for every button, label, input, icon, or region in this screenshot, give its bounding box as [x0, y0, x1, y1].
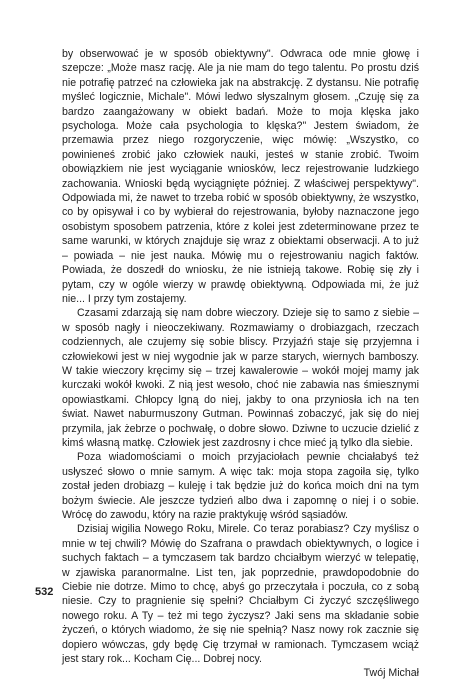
paragraph-3: Poza wiadomościami o moich przyjaciołach pewnie chciałabyś też usłyszeć słowo o mnie samym. A więc tak: moja stopa zagoiła się, tylko został jeden drobiazg – kuleję i tak będzie już do końca moich dni na tym bożym świecie. Ale jeszcze tydzień albo dwa i zapomnę o niej i o sobie. Wrócę do zawodu, który na razie praktykuję wśród sąsiadów.	[62, 451, 419, 521]
paragraph-1: by obserwować je w sposób obiektywny". Odwraca ode mnie głowę i szepcze: „Może masz rację. Ale ja nie mam do tego talentu. Po prostu dziś nie potrafię patrzeć na człowieka jak na abstrakcję. Z dystansu. Nie potrafię myśleć logicznie, Michale". Mówi ledwo słyszalnym głosem. „Czuję się za bardzo zaangażowany w obiekt badań. Może to moja klęska jako psychologa. Może cała psychologia to klęska?" Jestem świadom, że przemawia przez niego rozgoryczenie, więc mówię: „Wszystko, co powinieneś zrobić jako człowiek nauki, jesteś w stanie zrobić. Twoim obowiązkiem nie jest wyciąganie wniosków, lecz rejestrowanie ludzkiego zachowania. Wnioski będą wyciągnięte później. Z właściwej perspektywy". Odpowiada mi, że nawet to trzeba robić w sposób obiektywny, że wszystko, co by opisywał i co by wybierał do rejestrowania, byłoby naznaczone jego osobistym sposobem patrzenia, które z kolei jest zdeterminowane przez te same warunki, w których znajduje się wraz z obiektami obserwacji. A to już – powiada – nie jest nauka. Mówię mu o rejestrowaniu nagich faktów. Powiada, że doszedł do wniosku, że nie istnieją takowe. Robię się zły i pytam, czy w ogóle wierzy w prawdę obiektywną. Odpowiada mi, że już nie... I przy tym zostajemy.	[62, 48, 419, 305]
paragraph-4: Dzisiaj wigilia Nowego Roku, Mirele. Co teraz porabiasz? Czy myślisz o mnie w tej chwili? Mówię do Szafrana o prawdach obiektywnych, o logice i suchych faktach – a tymczasem tak bardzo chciałbym wierzyć w telepatię, w zjawiska paranormalne. List ten, jak poprzednie, prawdopodobnie do Ciebie nie dotrze. Mimo to chcę, abyś go przeczytała i poczuła, co z sobą niesie. Czy to pragnienie się spełni? Chciałbym Ci życzyć szczęśliwego nowego roku. A Ty – też mi tego życzysz? Jaki sens ma składanie sobie życzeń, o których wiadomo, że się nie spełnią? Nasz nowy rok zacznie się dopiero wówczas, gdy będę Cię trzymał w ramionach. Tymczasem wciąż jest stary rok... Kocham Cię... Dobrej nocy.	[62, 523, 419, 666]
page-number: 532	[35, 586, 54, 598]
body-text	[62, 47, 419, 681]
letter-signature: Twój Michał	[363, 667, 419, 680]
paragraph-2: Czasami zdarzają się nam dobre wieczory. Dzieje się to samo z siebie – w sposób nagły i nieoczekiwany. Rozmawiamy o drobiazgach, rzeczach codziennych, ale czujemy się sobie bliscy. Przyjaźń staje się przyjemna i człowiekowi jest w niej wygodnie jak w parze starych, wiernych bamboszy. W takie wieczory kręcimy się – trzej kawalerowie – wokół mojej mamy jak kurczaki wokół kwoki. Z nią jest wesoło, choć nie zabawia nas śmiesznymi opowiastkami. Chłopcy lgną do niej, jakby to ona przyniosła ich na ten świat. Nawet naburmuszony Gutman. Powinnaś zobaczyć, jak się do niej przymila, jak żebrze o pochwałę, o dobre słowo. Dziwne to uczucie dzielić z kimś własną matkę. Człowiek jest zazdrosny i chce mieć ją tylko dla siebie.	[62, 307, 419, 449]
